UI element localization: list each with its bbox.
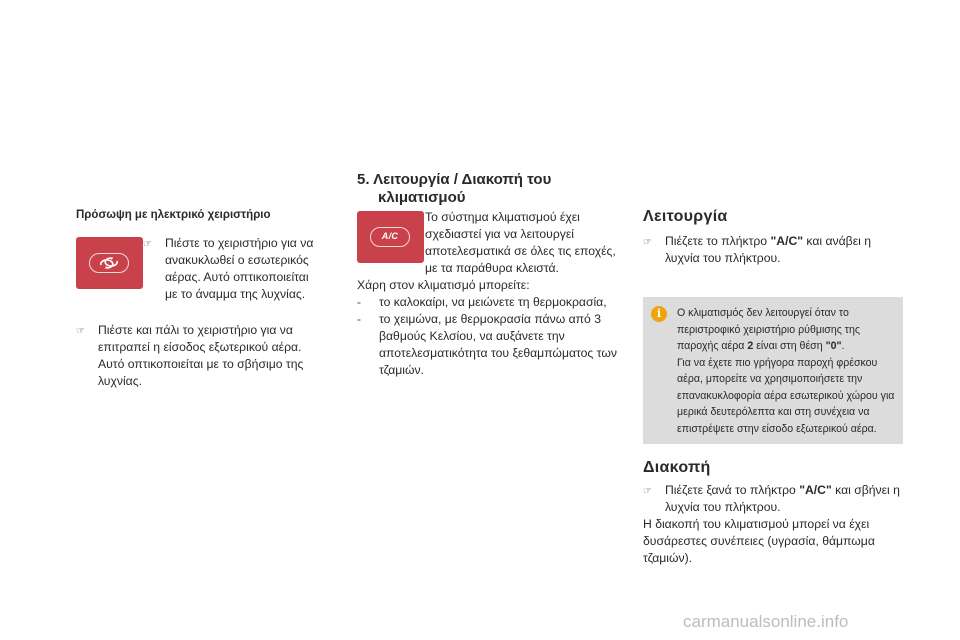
recirculation-bullet-off: ☞ Πιέστε και πάλι το χειριστήριο για να επιτραπεί η είσοδος εξωτερικού αέρα. Αυτό οπτικοποιείται με το σβήσιμο της λυχνίας. bbox=[76, 323, 304, 388]
recirculation-icon bbox=[89, 253, 129, 273]
ac-button-image bbox=[357, 211, 424, 263]
recirculation-key-outline bbox=[89, 253, 129, 273]
operation-heading: Λειτουργία bbox=[643, 208, 728, 225]
recirculation-button-image bbox=[76, 237, 143, 289]
pointing-finger-icon: ☞ bbox=[76, 326, 85, 337]
stop-bullet: ☞ Πιέζετε ξανά το πλήκτρο "A/C" και σβήνει η λυχνία του πλήκτρου. bbox=[643, 483, 900, 514]
recirculation-bullet-on: ☞ Πιέστε το χειριστήριο για να ανακυκλωθεί ο εσωτερικός αέρας. Αυτό οπτικοποιείται με το άναμμα της λυχνίας. bbox=[143, 236, 314, 301]
operation-bullet: ☞ Πιέζετε το πλήκτρο "A/C" και ανάβει η λυχνία του πλήκτρου. bbox=[643, 234, 872, 265]
stop-note: Η διακοπή του κλιματισμού μπορεί να έχει δυσάρεστες συνέπειες (υγρασία, θάμπωμα τζαμιών). bbox=[643, 517, 875, 565]
watermark: carmanualsonline.info bbox=[683, 612, 849, 631]
info-text: Ο κλιματισμός δεν λειτουργεί όταν το περιστροφικό χειριστήριο ρύθμισης της παροχής αέρα 2 είναι στη θέση "0". Για να έχετε πιο γρήγορα παροχή φρέσκου αέρα, μπορείτε να χρησιμοποιήσετε την επανακυκλοφορία αέρα εσωτερικού χώρου για μερικά δευτερόλεπτα και στη συνέχεια να επιστρέψετε στην είσοδο εξωτερικού αέρα. bbox=[677, 307, 895, 435]
info-box bbox=[643, 297, 903, 444]
info-icon: i bbox=[651, 306, 667, 322]
recirculation-heading: Πρόσωψη με ηλεκτρικό χειριστήριο bbox=[76, 209, 271, 221]
ac-key-label: A/C bbox=[381, 231, 399, 241]
list-item: - το καλοκαίρι, να μειώνετε τη θερμοκρασία, bbox=[357, 295, 607, 309]
pointing-finger-icon: ☞ bbox=[643, 486, 652, 497]
ac-benefits: Χάρη στον κλιματισμό μπορείτε: - το καλοκαίρι, να μειώνετε τη θερμοκρασία, - το χειμώνα, με θερμοκρασία πάνω από 3 βαθμούς Κελσίου, να αυξάνετε την αποτελεσματικότητα του ξεθαμπώματος των τζαμιών. bbox=[357, 277, 625, 379]
pointing-finger-icon: ☞ bbox=[643, 237, 652, 248]
list-item: - το χειμώνα, με θερμοκρασία πάνω από 3 βαθμούς Κελσίου, να αυξάνετε την αποτελεσματικότητα του ξεθαμπώματος των τζαμιών. bbox=[357, 312, 617, 377]
pointing-finger-icon: ☞ bbox=[143, 239, 152, 250]
ac-intro: Το σύστημα κλιματισμού έχει σχεδιαστεί για να λειτουργεί αποτελεσματικά σε όλες τις εποχές, με τα παράθυρα κλειστά. bbox=[425, 210, 616, 275]
stop-heading: Διακοπή bbox=[643, 459, 711, 476]
ac-section-title: 5. Λειτουργία / Διακοπή του κλιματισμού bbox=[357, 171, 552, 206]
ac-key-outline bbox=[370, 227, 410, 247]
